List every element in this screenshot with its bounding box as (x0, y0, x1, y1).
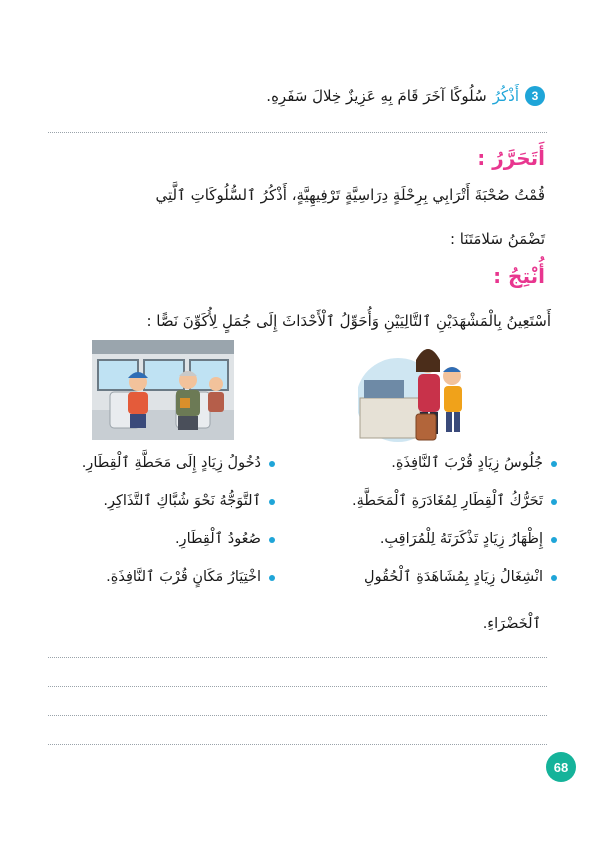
bullet-icon (269, 499, 275, 505)
list-item-continuation: ٱلْخَضْرَاءِ. (482, 616, 541, 632)
train-interior-illustration (92, 340, 234, 440)
liberate-text-line1: قُمْتُ صُحْبَةَ أَتْرَابِي بِرِحْلَةٍ دِرَاسِيَّةٍ تَرْفِيهِيَّةٍ، أَذْكُرُ ٱلسُّلُوكَاتِ ٱلَّتِي (155, 186, 545, 204)
bullet-icon (269, 461, 275, 467)
writing-line-3 (48, 715, 547, 716)
left-events-list (25, 450, 275, 602)
question-3 (48, 86, 545, 106)
list-item: جُلُوسُ زِيَادٍ قُرْبَ ٱلنَّافِذَةِ. (297, 450, 557, 488)
writing-line-1 (48, 657, 547, 658)
bullet-icon (269, 537, 275, 543)
section-heading-liberate: أَتَحَرَّرُ : (477, 146, 545, 170)
ticket-counter-illustration (358, 340, 476, 444)
question-number-badge: 3 (525, 86, 545, 106)
list-item: صُعُودُ ٱلْقِطَارِ. (25, 526, 275, 564)
list-item: دُخُولُ زِيَادٍ إِلَى مَحَطَّةِ ٱلْقِطَارِ. (25, 450, 275, 488)
page-number-badge: 68 (546, 752, 576, 782)
liberate-text-line2: تَضْمَنُ سَلامَتَنَا : (449, 230, 545, 248)
writing-line-4 (48, 744, 547, 745)
list-item: انْشِغَالُ زِيَادٍ بِمُشَاهَدَةِ ٱلْحُقُولِ (297, 564, 557, 602)
list-item: تَحَرُّكُ ٱلْقِطَارِ لِمُغَادَرَةِ ٱلْمَحَطَّةِ. (297, 488, 557, 526)
bullet-icon (551, 575, 557, 581)
right-events-list (297, 450, 557, 602)
bullet-icon (551, 499, 557, 505)
list-item: إِظْهَارُ زِيَادٍ تَذْكَرَتَهُ لِلْمُرَاقِبِ. (297, 526, 557, 564)
produce-instruction: أَسْتَعِينُ بِالْمَشْهَدَيْنِ ٱلتَّالِيَيْنِ وَأُحَوِّلُ ٱلْأَحْدَاثَ إِلَى جُمَلٍ لِأُكَوِّنَ نَصًّا : (146, 312, 551, 330)
section-heading-produce: أُنْتِجُ : (493, 264, 545, 288)
question-verb: أَذْكُرُ (492, 87, 519, 105)
answer-line (48, 132, 547, 133)
list-item: ٱلتَّوَجُّهُ نَحْوَ شُبَّاكِ ٱلتَّذَاكِرِ. (25, 488, 275, 526)
list-item: اخْتِيَارُ مَكَانٍ قُرْبَ ٱلنَّافِذَةِ. (25, 564, 275, 602)
question-text: سُلُوكًا آخَرَ قَامَ بِهِ عَزِيزٌ خِلالَ سَفَرِهِ. (266, 87, 487, 105)
bullet-icon (551, 461, 557, 467)
writing-line-2 (48, 686, 547, 687)
bullet-icon (269, 575, 275, 581)
bullet-icon (551, 537, 557, 543)
